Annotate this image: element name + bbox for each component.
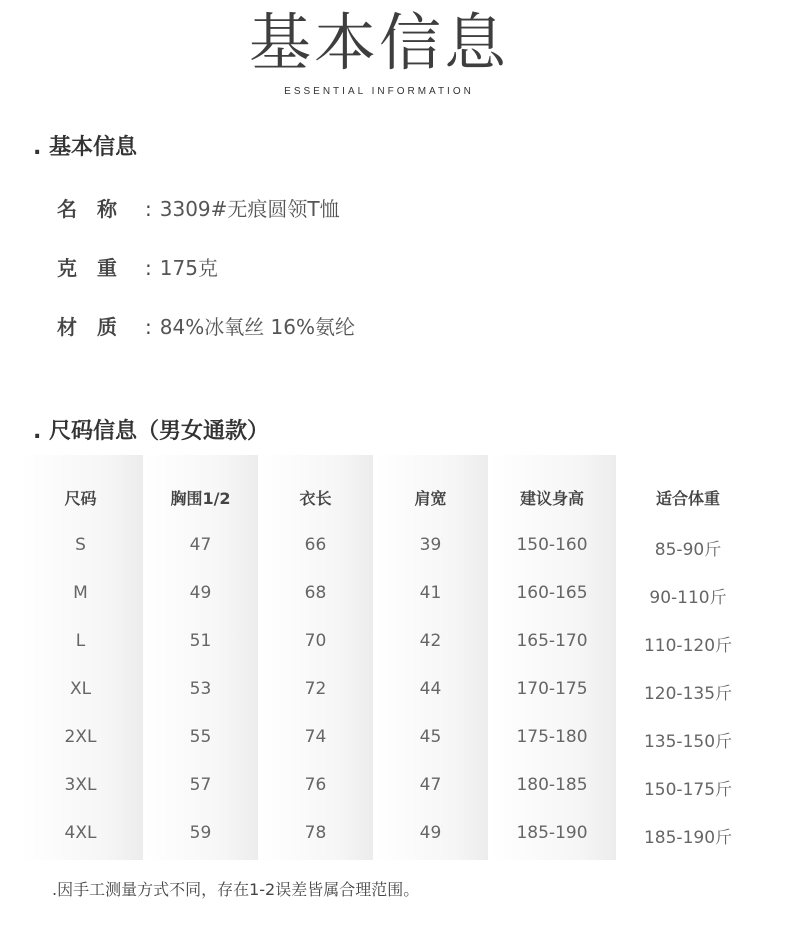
table-cell: 49 [189,583,212,603]
info-value: 175克 [159,256,218,280]
info-key: 材 质 [57,315,117,339]
table-cell: 41 [419,583,442,603]
table-cell: 51 [189,631,212,651]
column-header: 建议身高 [519,489,584,508]
size-table [18,455,760,860]
info-value: 3309#无痕圆领T恤 [159,197,340,221]
table-cell: 49 [419,823,442,843]
table-cell: 53 [189,679,212,699]
table-cell: 44 [419,679,442,699]
table-cell: 45 [419,727,442,747]
info-colon: : [145,256,152,280]
page-subtitle: ESSENTIAL INFORMATION [284,86,474,97]
info-key: 名 称 [57,197,117,221]
page-header [0,8,758,97]
table-cell: 185-190斤 [643,828,733,848]
table-cell: 70 [304,631,327,651]
page-title: 基本信息 [248,6,509,79]
table-cell: 150-175斤 [643,780,733,800]
size-col-chest-half [143,455,258,860]
table-cell: L [75,631,86,651]
table-cell: M [73,583,88,603]
info-row-material [57,311,355,340]
table-cell: 39 [419,535,442,555]
table-cell: 3XL [64,775,97,795]
table-cell: 55 [189,727,212,747]
info-row-name [57,193,340,222]
table-cell: 120-135斤 [643,684,733,704]
table-cell: 47 [419,775,442,795]
table-cell: 76 [304,775,327,795]
size-col-length [258,455,373,860]
size-col-shoulder [373,455,488,860]
table-cell: 185-190 [516,823,588,843]
column-header: 尺码 [64,489,97,508]
table-cell: 68 [304,583,327,603]
table-cell: 4XL [64,823,97,843]
table-cell: 180-185 [516,775,588,795]
size-col-size [18,455,143,860]
table-cell: 170-175 [516,679,588,699]
table-cell: XL [69,679,92,699]
measurement-note: .因手工测量方式不同，存在1-2误差皆属合理范围。 [52,880,420,899]
table-cell: 74 [304,727,327,747]
size-info-heading: . 尺码信息（男女通款） [33,419,270,444]
table-cell: 135-150斤 [643,732,733,752]
table-cell: 110-120斤 [643,636,733,656]
table-cell: 165-170 [516,631,588,651]
info-colon: : [145,197,152,221]
table-cell: 57 [189,775,212,795]
column-header: 衣长 [299,489,332,508]
column-header: 肩宽 [414,489,447,508]
info-colon: : [145,315,152,339]
basic-info-heading: . 基本信息 [33,135,138,160]
table-cell: S [75,535,86,555]
info-row-weight [57,252,218,281]
column-header: 胸围1/2 [170,489,231,508]
size-col-height [488,455,616,860]
table-cell: 85-90斤 [654,540,722,560]
table-cell: 150-160 [516,535,588,555]
table-cell: 66 [304,535,327,555]
table-cell: 78 [304,823,327,843]
size-col-weight [616,455,760,860]
table-cell: 160-165 [516,583,588,603]
table-cell: 2XL [64,727,97,747]
table-cell: 47 [189,535,212,555]
table-cell: 59 [189,823,212,843]
info-value: 84%冰氧丝 16%氨纶 [159,315,356,339]
table-cell: 175-180 [516,727,588,747]
info-key: 克 重 [57,256,117,280]
column-header: 适合体重 [655,489,720,508]
table-cell: 90-110斤 [649,588,727,608]
table-cell: 42 [419,631,442,651]
table-cell: 72 [304,679,327,699]
